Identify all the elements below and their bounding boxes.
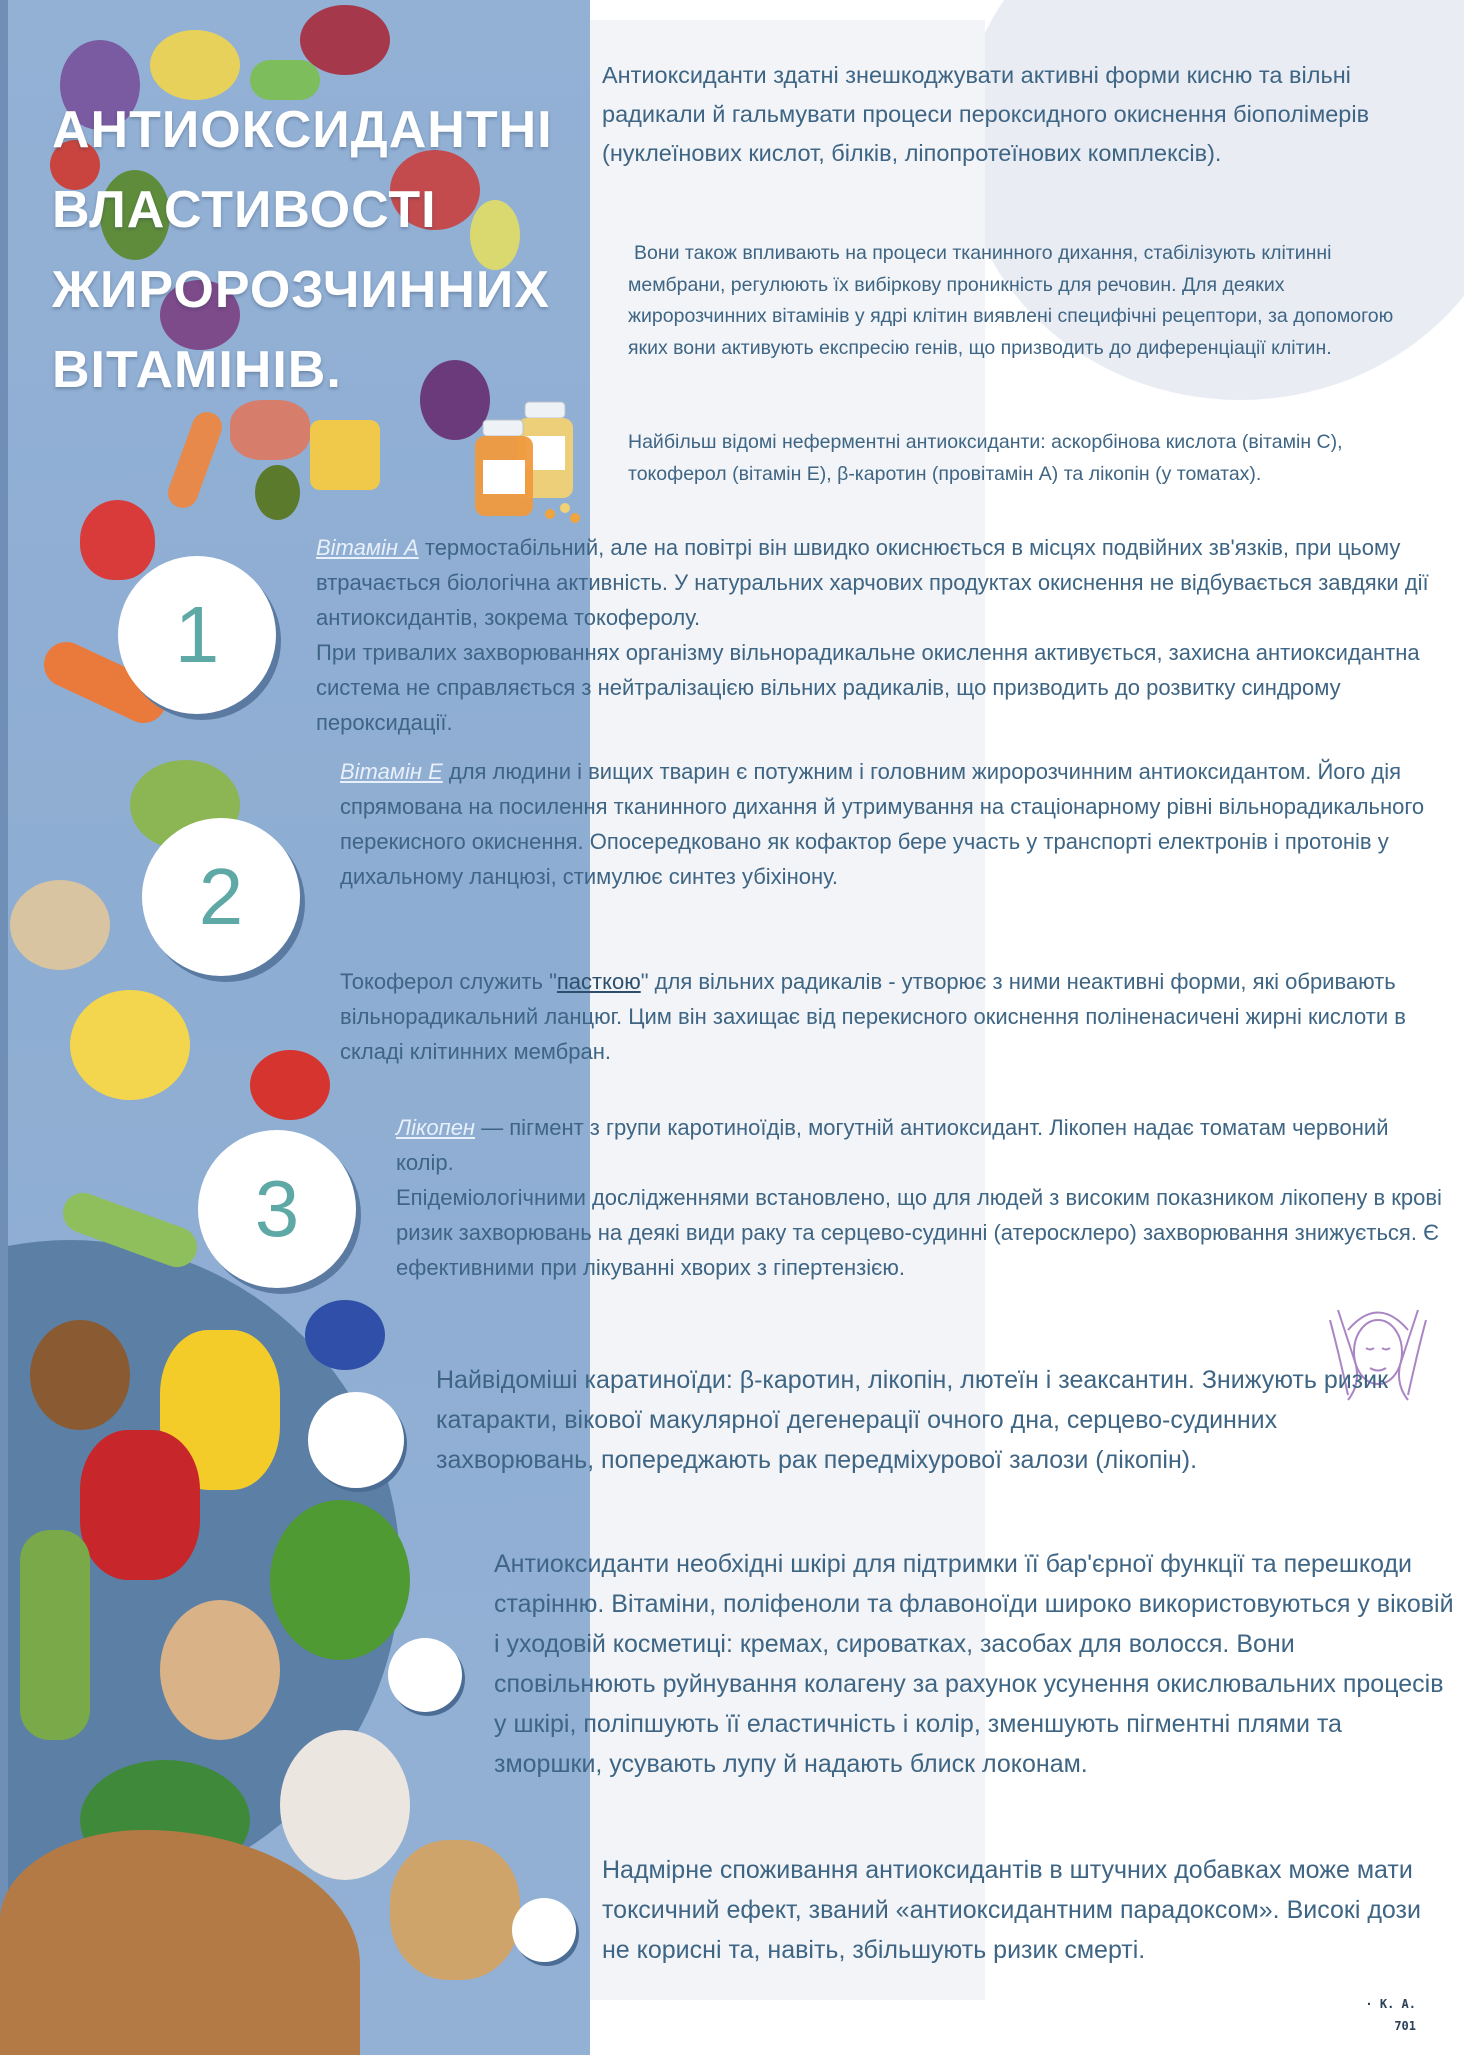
- title-line: ВЛАСТИВОСТІ: [52, 181, 437, 239]
- author-credit: [1365, 1993, 1416, 2037]
- bullet-circle: [388, 1638, 462, 1712]
- section-text: " для вільних радикалів - утворює з ними неактивні форми, які обривають вільнорадикальний ланцюг. Цим він захищає від перекисного окиснення поліненасичені жирні кислоти в складі клітинних мембран.: [340, 969, 1406, 1064]
- carotenoids-paragraph: Найвідоміші каратиноїди: β-каротин, лікопін, лютеїн і зеаксантин. Знижують ризик катаракти, вікової макулярної дегенерації очного дна, серцево-судинних захворювань, попереджають рак передміхурової залози (лікопін).: [436, 1366, 1389, 1474]
- credit-line: 701: [1394, 2019, 1416, 2033]
- section-vitamin-e: [340, 754, 1460, 894]
- intro-paragraph-2: Вони також впливають на процеси тканинного дихання, стабілізують клітинні мембрани, регулюють їх вибіркову проникність для речовин. Для деяких жиророзчинних вітамінів у ядрі клітин виявлені специфічні рецептори, за допомогою яких вони активують експресію генів, що призводить до диференціації клітин.: [628, 242, 1394, 359]
- term-lycopene: Лікопен: [396, 1115, 476, 1140]
- credit-line: · К. А.: [1365, 1997, 1416, 2011]
- section-text: Токоферол служить ": [340, 969, 557, 994]
- strawberry-icon: [80, 500, 155, 580]
- title-line: АНТИОКСИДАНТНІ: [52, 101, 553, 159]
- section-lycopene: [396, 1110, 1446, 1285]
- paradox-paragraph: Надмірне споживання антиоксидантів в штучних добавках може мати токсичний ефект, званий «антиоксидантним парадоксом». Високі дози не корисні та, навіть, збільшують ризик смерті.: [602, 1856, 1421, 1964]
- mushrooms-icon: [160, 1600, 280, 1740]
- intro-paragraph-1: Антиоксиданти здатні знешкоджувати активні форми кисню та вільні радикали й гальмувати процеси пероксидного окиснення біополімерів (нуклеїнових кислот, білків, ліпопротеїнових комплексів).: [602, 62, 1370, 166]
- section-text: термостабільний, але на повітрі він швидко окиснюється в місцях подвійних зв'язків, при цьому втрачається біологічна активність. У натуральних харчових продуктах окиснення не відбувається завдяки дії антиоксидантів, зокрема токоферолу.: [316, 535, 1429, 630]
- section-number-2: 2: [142, 818, 300, 976]
- section-text: Епідеміологічними дослідженнями встановлено, що для людей з високим показником лікопену в крові ризик захворювань на деякі види раку та серцево-судинні (атеросклеро) захворювання знижується. Є ефективними при лікуванні хворих з гіпертензією.: [396, 1185, 1442, 1280]
- bullet-circle: [308, 1392, 404, 1488]
- red-pepper-icon: [80, 1430, 200, 1580]
- garlic-icon: [280, 1730, 410, 1880]
- tomato-icon: [250, 1050, 330, 1120]
- section-number-3: 3: [198, 1130, 356, 1288]
- term-vitamin-e: Вітамін Е: [340, 759, 443, 784]
- asparagus-icon: [20, 1530, 90, 1740]
- term-vitamin-a: Вітамін А: [316, 535, 419, 560]
- walnut-icon: [30, 1320, 130, 1430]
- page-title: [52, 90, 592, 410]
- pistachio-icon: [10, 880, 110, 970]
- title-line: ЖИРОРОЗЧИННИХ: [52, 261, 550, 319]
- left-edge-strip: [0, 0, 8, 2055]
- section-text: — пігмент з групи каротиноїдів, могутній антиоксидант. Лікопен надає томатам червоний колір.: [396, 1115, 1389, 1175]
- lemons-icon: [70, 990, 190, 1100]
- trap-link[interactable]: пасткою: [556, 969, 641, 994]
- skin-paragraph: Антиоксиданти необхідні шкірі для підтримки її бар'єрної функції та перешкоди старінню. Вітаміни, поліфеноли та флавоноїди широко використовуються у віковій і уходовій косметиці: кремах, сироватках, засобах для волосся. Вони сповільнюють руйнування колагену за рахунок усунення окислювальних процесів у шкірі, поліпшують її еластичність і колір, зменшують пігментні плями та зморшки, усувають лупу й надають блиск локонам.: [494, 1550, 1454, 1778]
- bullet-circle: [512, 1898, 576, 1962]
- ginger-icon: [390, 1840, 520, 1980]
- cheese-icon: [310, 420, 380, 490]
- pill-bottles-icon: [465, 390, 595, 530]
- section-tocopherol: [340, 964, 1440, 1069]
- section-number-1: 1: [118, 556, 276, 714]
- broccoli-icon: [270, 1500, 410, 1660]
- blueberries-icon: [305, 1300, 385, 1370]
- title-line: ВІТАМІНІВ.: [52, 341, 342, 399]
- intro-paragraph-3: Найбільш відомі неферментні антиоксиданти: аскорбінова кислота (вітамін С), токоферол (вітамін Е), β-каротин (провітамін А) та лікопін (у томатах).: [628, 431, 1343, 485]
- section-vitamin-a: [316, 530, 1436, 740]
- avocado-half-icon: [255, 465, 300, 520]
- section-text: При тривалих захворюваннях організму вільнорадикальне окислення активується, захисна антиоксидантна система не справляється з нейтралізацією вільних радикалів, що призводить до розвитку синдрому пероксидації.: [316, 640, 1420, 735]
- section-text: для людини і вищих тварин є потужним і головним жиророзчинним антиоксидантом. Його дія спрямована на посилення тканинного дихання й утримування на стаціонарному рівні вільнорадикального перекисного окиснення. Опосередковано як кофактор бере участь у транспорті електронів і протонів у дихальному ланцюзі, стимулює синтез убіхінону.: [340, 759, 1425, 889]
